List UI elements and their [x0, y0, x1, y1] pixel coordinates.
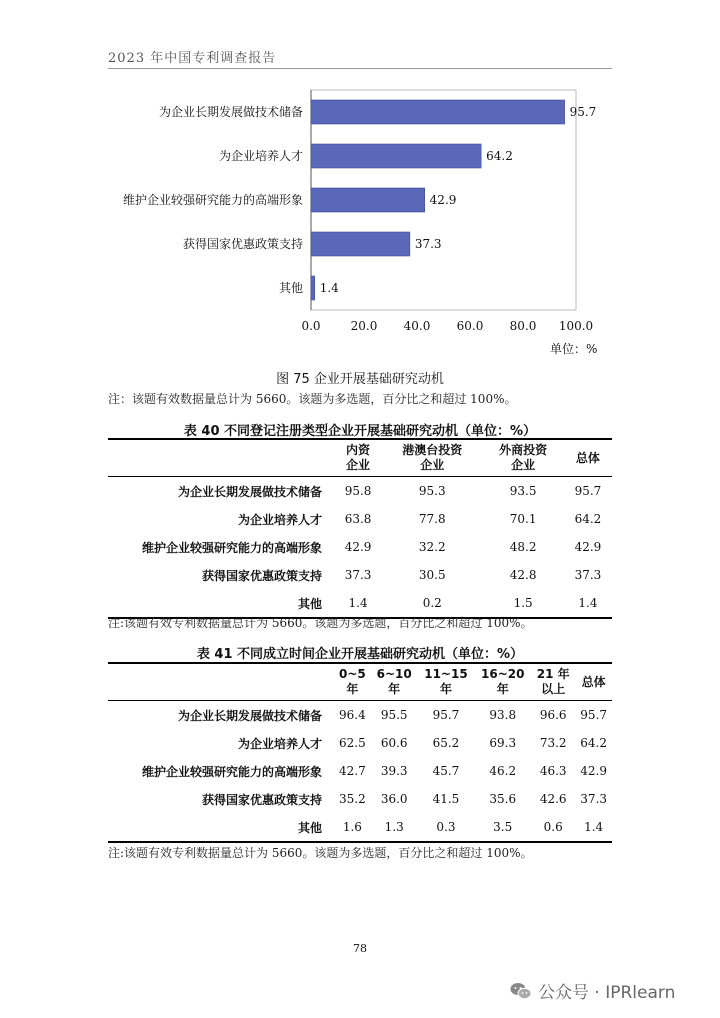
table41-header: 0~5 年 [339, 667, 366, 696]
category-label: 获得国家优惠政策支持 [182, 237, 303, 251]
figure-note: 注：该题有效数据量总计为 5660。该题为多选题，百分比之和超过 100%。 [108, 392, 517, 406]
figure-caption: 图 75 企业开展基础研究动机 [276, 372, 444, 387]
table40-header: 内资 企业 [346, 443, 371, 472]
table-cell: 35.2 [339, 792, 366, 806]
row-label: 获得国家优惠政策支持 [201, 568, 322, 583]
table-cell: 1.4 [578, 596, 598, 610]
table-cell: 45.7 [432, 764, 460, 778]
row-label: 为企业培养人才 [237, 736, 322, 751]
table-cell: 95.8 [344, 484, 372, 498]
table-cell: 62.5 [339, 736, 366, 750]
page-header: 2023 年中国专利调查报告 [108, 51, 277, 66]
bar-chart [0, 80, 720, 350]
table41-header: 11~15 年 [424, 667, 468, 696]
table-cell: 73.2 [539, 736, 567, 750]
table41-note: 注:该题有效专利数据量总计为 5660。该题为多选题，百分比之和超过 100%。 [108, 846, 533, 860]
table41-header-row [108, 663, 612, 701]
table-cell: 36.0 [380, 792, 408, 806]
row-label: 为企业培养人才 [237, 512, 322, 527]
row-label: 维护企业较强研究能力的高端形象 [141, 540, 322, 555]
wechat-icon [510, 982, 532, 1000]
table-cell: 48.2 [509, 540, 537, 554]
table41-title: 表 41 不同成立时间企业开展基础研究动机（单位：%） [196, 647, 524, 662]
table-cell: 96.6 [539, 708, 567, 722]
x-tick-label: 0.0 [301, 319, 321, 333]
category-label: 维护企业较强研究能力的高端形象 [122, 193, 303, 207]
header-rule [108, 68, 612, 69]
data-label: 95.7 [569, 105, 597, 119]
table-cell: 0.2 [422, 596, 442, 610]
data-label: 1.4 [319, 281, 339, 295]
row-label: 为企业长期发展做技术储备 [177, 484, 322, 499]
row-label: 其他 [297, 596, 322, 611]
table-cell: 42.6 [539, 792, 567, 806]
bar [311, 100, 565, 124]
table-cell: 64.2 [580, 736, 607, 750]
x-tick-label: 40.0 [403, 319, 431, 333]
table40-header: 港澳台投资 企业 [402, 443, 463, 472]
table40 [108, 438, 612, 619]
table-cell: 46.2 [489, 764, 517, 778]
category-label: 其他 [278, 281, 303, 295]
table-cell: 39.3 [380, 764, 408, 778]
table-cell: 70.1 [509, 512, 537, 526]
table-cell: 64.2 [574, 512, 602, 526]
data-label: 64.2 [486, 149, 513, 163]
table41-header: 6~10 年 [376, 667, 412, 696]
table-cell: 32.2 [418, 540, 446, 554]
x-tick-label: 60.0 [456, 319, 484, 333]
row-label: 获得国家优惠政策支持 [201, 792, 322, 807]
watermark [510, 978, 675, 1003]
table-row [108, 561, 612, 589]
table-cell: 41.5 [432, 792, 460, 806]
table-cell: 95.3 [418, 484, 446, 498]
table41-corner [108, 663, 334, 701]
table-cell: 37.3 [580, 792, 607, 806]
table-row [108, 757, 612, 785]
table-cell: 42.7 [339, 764, 366, 778]
table-cell: 37.3 [574, 568, 602, 582]
table-row [108, 785, 612, 813]
table-cell: 63.8 [344, 512, 372, 526]
table-cell: 1.5 [513, 596, 533, 610]
table-cell: 42.9 [574, 540, 602, 554]
table-row [108, 477, 612, 506]
table41-header: 16~20 年 [481, 667, 525, 696]
table-cell: 30.5 [418, 568, 446, 582]
chart-unit-label: 单位：% [550, 342, 598, 356]
table-cell: 1.3 [384, 820, 404, 834]
table-row [108, 505, 612, 533]
table-cell: 1.4 [348, 596, 368, 610]
data-label: 42.9 [429, 193, 457, 207]
table-cell: 3.5 [493, 820, 513, 834]
table-cell: 77.8 [418, 512, 446, 526]
table-cell: 93.8 [489, 708, 517, 722]
x-tick-label: 100.0 [558, 319, 594, 333]
bar [311, 276, 315, 300]
table-cell: 60.6 [380, 736, 408, 750]
table-cell: 69.3 [489, 736, 517, 750]
table-row [108, 813, 612, 842]
table40-header-row [108, 439, 612, 477]
bar [311, 232, 410, 256]
page-number: 78 [353, 942, 367, 955]
table-cell: 96.4 [339, 708, 366, 722]
watermark-text: 公众号 · IPRlearn [538, 983, 676, 1003]
table-cell: 1.4 [584, 820, 604, 834]
table40-header: 外商投资 企业 [499, 443, 548, 472]
table-cell: 95.5 [380, 708, 408, 722]
table-cell: 42.8 [509, 568, 537, 582]
table41-header: 总体 [581, 674, 606, 689]
row-label: 其他 [297, 820, 322, 835]
table-row [108, 533, 612, 561]
table-cell: 42.9 [580, 764, 607, 778]
row-label: 维护企业较强研究能力的高端形象 [141, 764, 322, 779]
row-label: 为企业长期发展做技术储备 [177, 708, 322, 723]
table41 [108, 662, 612, 843]
table-cell: 95.7 [432, 708, 460, 722]
table40-corner [108, 439, 334, 477]
table-cell: 95.7 [574, 484, 602, 498]
bar [311, 188, 425, 212]
table-cell: 42.9 [344, 540, 372, 554]
table41-header: 21 年 以上 [536, 667, 570, 696]
table-cell: 35.6 [489, 792, 517, 806]
table40-note: 注:该题有效专利数据量总计为 5660。该题为多选题，百分比之和超过 100%。 [108, 616, 533, 630]
table-cell: 46.3 [539, 764, 567, 778]
bar [311, 144, 481, 168]
table-cell: 37.3 [344, 568, 372, 582]
table40-title: 表 40 不同登记注册类型企业开展基础研究动机（单位：%） [183, 424, 537, 439]
table-cell: 93.5 [509, 484, 537, 498]
table-row [108, 701, 612, 730]
table-cell: 0.6 [543, 820, 563, 834]
table40-header: 总体 [575, 450, 600, 465]
table-cell: 95.7 [580, 708, 607, 722]
x-tick-label: 80.0 [509, 319, 537, 333]
table-cell: 65.2 [432, 736, 460, 750]
table-row [108, 729, 612, 757]
table-cell: 1.6 [342, 820, 362, 834]
category-label: 为企业长期发展做技术储备 [158, 105, 303, 119]
x-tick-label: 20.0 [350, 319, 378, 333]
table-cell: 0.3 [436, 820, 456, 834]
category-label: 为企业培养人才 [218, 149, 303, 163]
data-label: 37.3 [414, 237, 442, 251]
